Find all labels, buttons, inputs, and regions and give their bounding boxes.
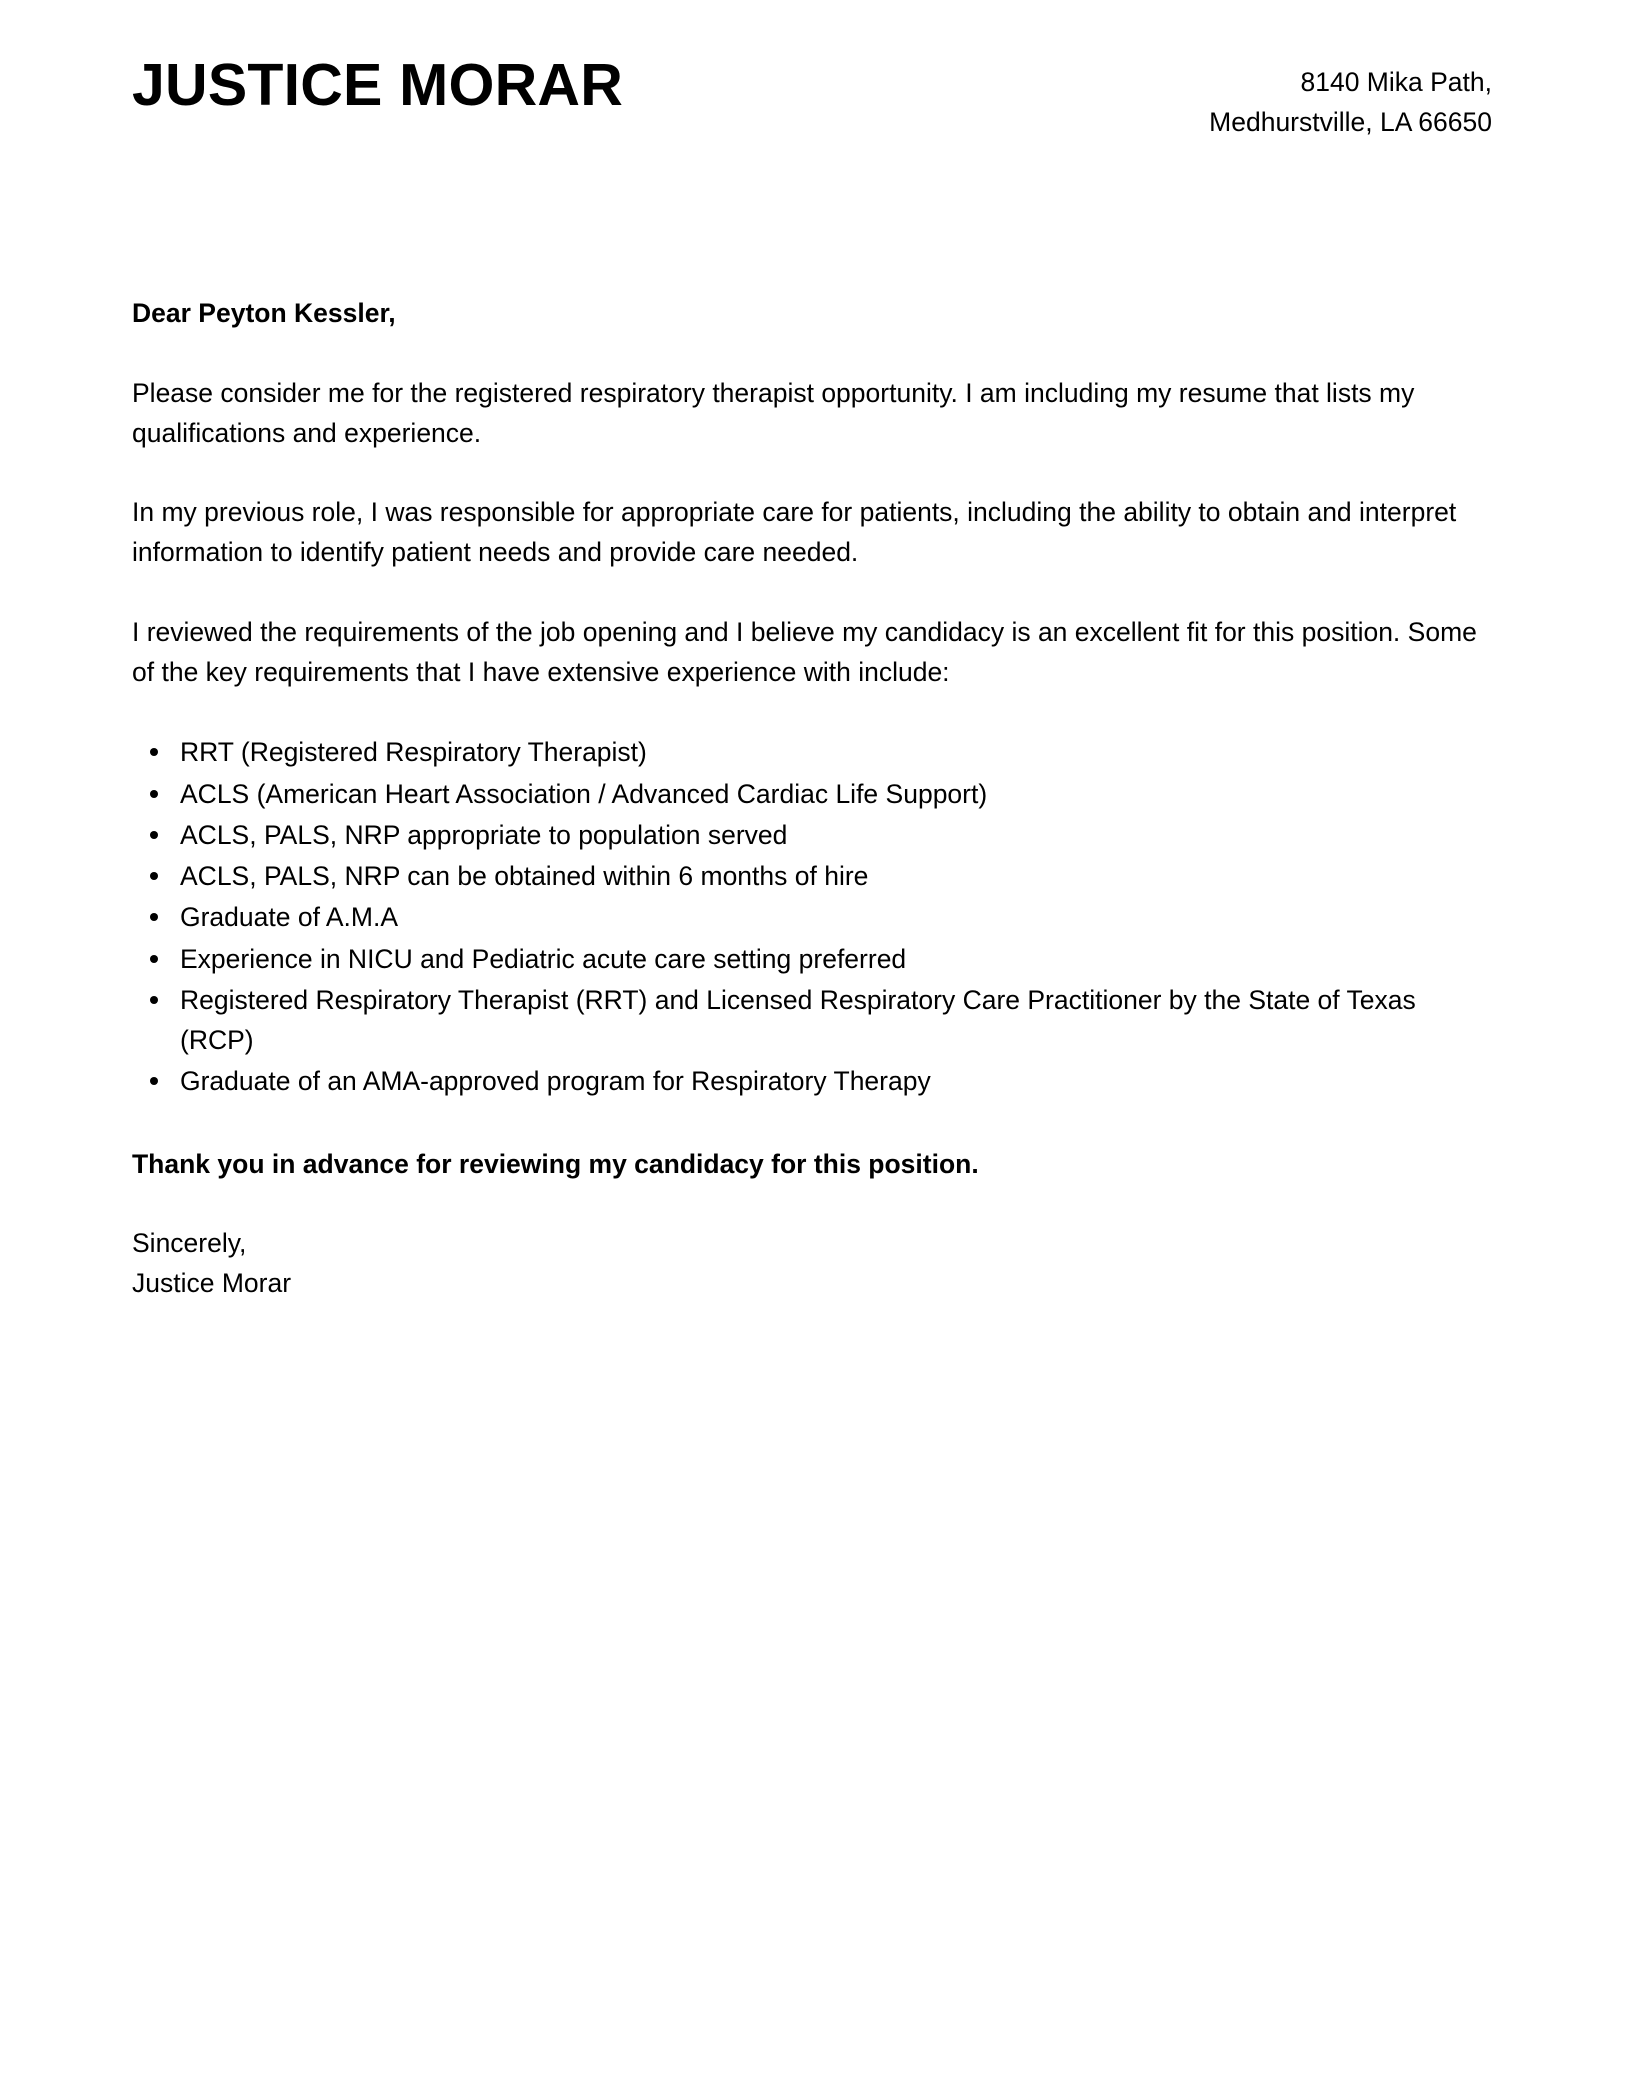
list-item [132,856,1494,896]
requirements-list [132,732,1494,1101]
bullet-icon [150,913,158,921]
closing-statement: Thank you in advance for reviewing my candidacy for this position. [132,1148,979,1179]
applicant-name: JUSTICE MORAR [132,52,624,118]
list-item [132,980,1494,1061]
list-item-label: ACLS (American Heart Association / Advanced Cardiac Life Support) [180,778,988,809]
list-item [132,939,1494,979]
letter-content [132,0,1494,1304]
list-item-label: Registered Respiratory Therapist (RRT) and Licensed Respiratory Care Practitioner by the State of Texas (RCP) [180,984,1416,1056]
bullet-icon [150,955,158,963]
letter-body [132,294,1494,1304]
body-paragraph-3: I reviewed the requirements of the job opening and I believe my candidacy is an excellent fit for this position. Some of the key requirements that I have extensive experience with include: [132,616,1477,687]
list-item-label: Experience in NICU and Pediatric acute care setting preferred [180,943,907,974]
body-paragraph-2: In my previous role, I was responsible for appropriate care for patients, including the ability to obtain and interpret information to identify patient needs and provide care needed. [132,497,1457,567]
letterhead [132,0,1494,202]
bullet-icon [150,1077,158,1085]
body-paragraph-1: Please consider me for the registered respiratory therapist opportunity. I am including my resume that lists my qualifications and experience. [132,377,1415,448]
bullet-icon [150,748,158,756]
signoff-block [132,1224,1494,1304]
list-item-label: ACLS, PALS, NRP can be obtained within 6 months of hire [180,861,869,892]
salutation: Dear Peyton Kessler, [132,298,396,328]
valediction: Sincerely, [132,1228,247,1259]
bullet-icon [150,790,158,798]
list-item [132,897,1494,937]
address-block [1209,52,1494,143]
bullet-icon [150,872,158,880]
name-block [132,52,623,118]
address-line-1: 8140 Mika Path, [1300,67,1492,97]
list-item-label: RRT (Registered Respiratory Therapist) [180,737,647,768]
list-item-label: Graduate of an AMA-approved program for Respiratory Therapy [180,1066,931,1097]
list-item [132,732,1494,772]
list-item [132,774,1494,814]
bullet-icon [150,996,158,1004]
list-item [132,815,1494,855]
address-line-2: Medhurstville, LA 66650 [1209,107,1492,138]
list-item [132,1061,1494,1101]
list-item-label: Graduate of A.M.A [180,902,399,933]
signature-name: Justice Morar [132,1268,292,1299]
list-item-label: ACLS, PALS, NRP appropriate to population served [180,819,788,850]
bullet-icon [150,831,158,839]
